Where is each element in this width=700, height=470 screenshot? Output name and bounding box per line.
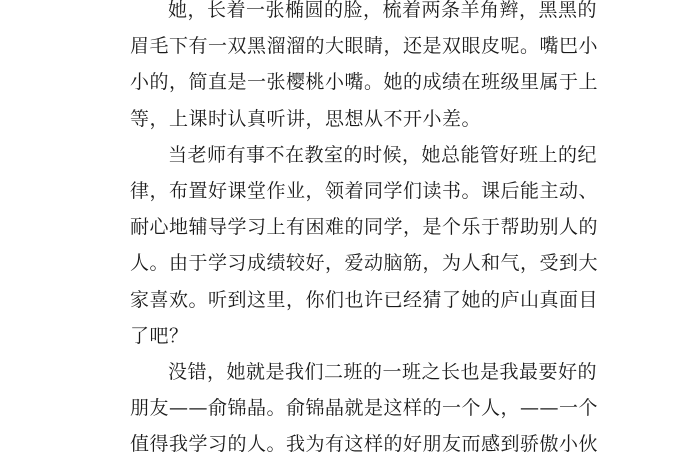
paragraph-2 (130, 137, 599, 354)
text-line: 没错，她就是我们二班的一班之长也是我最要好的 (168, 360, 598, 383)
text-line: 眉毛下有一双黑溜溜的大眼睛，还是双眼皮呢。嘴巴小 (130, 35, 599, 58)
paragraph-1 (130, 0, 599, 137)
text-line: 等，上课时认真听讲，思想从不开小差。 (130, 107, 482, 130)
text-line: 了吧？ (130, 324, 189, 347)
text-line: 家喜欢。听到这里，你们也许已经猜了她的庐山真面目 (130, 288, 599, 311)
text-line: 人。由于学习成绩较好，爱动脑筋，为人和气，受到大 (130, 252, 599, 275)
text-line: 值得我学习的人。我为有这样的好朋友而感到骄傲小伙 (130, 433, 599, 456)
text-line: 小的，简直是一张樱桃小嘴。她的成绩在班级里属于上 (130, 71, 599, 94)
text-line: 律，布置好课堂作业，领着同学们读书。课后能主动、 (130, 179, 599, 202)
text-line: 她，长着一张椭圆的脸，梳着两条羊角辫，黑黑的 (168, 0, 598, 21)
text-line: 朋友——俞锦晶。俞锦晶就是这样的一个人，——一个 (130, 397, 599, 420)
paragraph-3 (130, 354, 599, 463)
essay-text (130, 0, 599, 462)
text-line: 耐心地辅导学习上有困难的同学，是个乐于帮助别人的 (130, 216, 599, 239)
text-line: 当老师有事不在教室的时候，她总能管好班上的纪 (168, 143, 598, 166)
